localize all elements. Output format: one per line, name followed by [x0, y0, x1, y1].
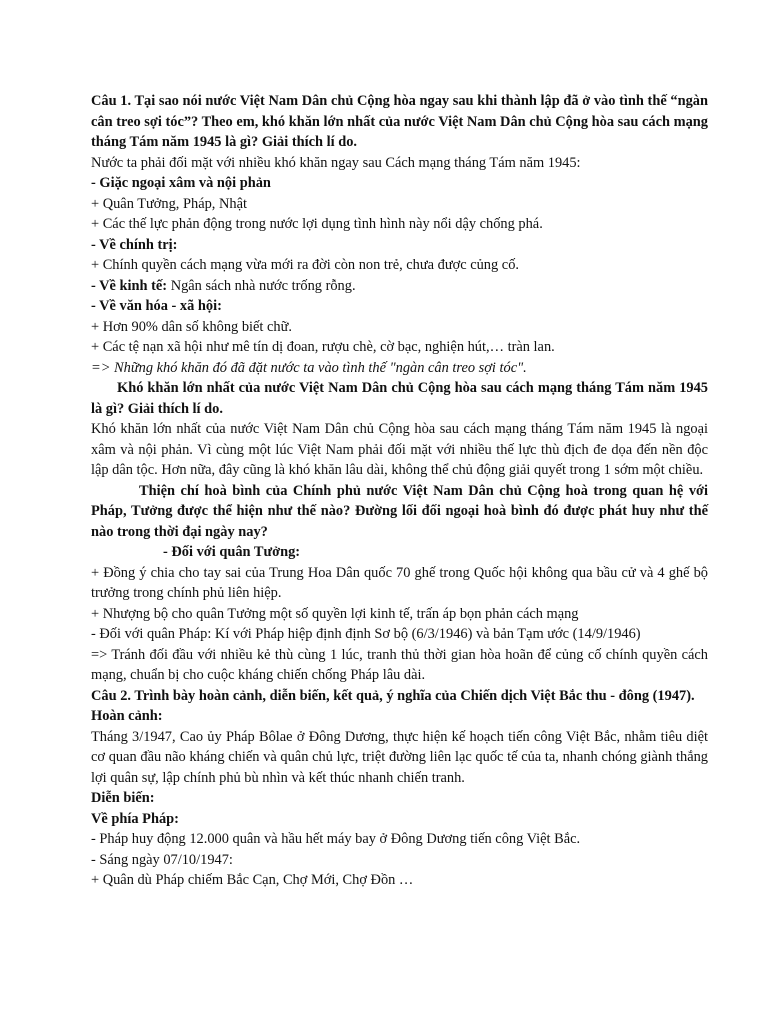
heading-context: Hoàn cảnh:: [91, 708, 163, 724]
phap-item-1: - Đối với quân Pháp: Kí với Pháp hiệp định định Sơ bộ (6/3/1946) và bản Tạm ước (14/9/1946): [91, 626, 641, 642]
invaders-item-1: + Quân Tưởng, Pháp, Nhật: [91, 195, 247, 212]
question-2-title: Câu 2. Trình bày hoàn cảnh, diễn biến, kết quả, ý nghĩa của Chiến dịch Việt Bắc thu - đông (1947).: [91, 687, 695, 704]
culture-item-2: + Các tệ nạn xã hội như mê tín dị đoan, rượu chè, cờ bạc, nghiện hút,… tràn lan.: [91, 339, 555, 355]
tuong-item-2: + Nhượng bộ cho quân Tưởng một số quyền lợi kinh tế, trấn áp bọn phản cách mạng: [91, 605, 579, 622]
question-hardest: Khó khăn lớn nhất của nước Việt Nam Dân chủ Cộng hòa sau cách mạng tháng Tám năm 1945 là gì? Giải thích lí do.: [91, 380, 708, 417]
economy-line: [91, 276, 708, 297]
question-1-title: Câu 1. Tại sao nói nước Việt Nam Dân chủ Cộng hòa ngay sau khi thành lập đã ở vào tình thế “ngàn cân treo sợi tóc”? Theo em, khó khăn lớn nhất của nước Việt Nam Dân chủ Cộng hòa sau cách mạng tháng Tám năm 1945 là gì? Giải thích lí do.: [91, 93, 708, 150]
french-item-1: - Pháp huy động 12.000 quân và hầu hết máy bay ở Đông Dương tiến công Việt Bắc.: [91, 831, 581, 847]
economy-label: - Về kinh tế:: [91, 277, 168, 294]
heading-french-side: Về phía Pháp:: [91, 810, 179, 827]
context-text: Tháng 3/1947, Cao ủy Pháp Bôlae ở Đông Dương, thực hiện kế hoạch tiến công Việt Bắc, nhằm tiêu diệt cơ quan đầu não kháng chiến và quân chủ lực, triệt đường liên lạc quốc tế của ta, nhanh chóng giành thắng lợi quân sự, lập chính phủ bù nhìn và kết thúc nhanh chiến tranh.: [91, 728, 708, 786]
conclusion-text: => Những khó khăn đó đã đặt nước ta vào tình thế "ngàn cân treo sợi tóc".: [91, 359, 527, 376]
heading-events: Diễn biến:: [91, 790, 155, 806]
tuong-item-1: + Đồng ý chia cho tay sai của Trung Hoa Dân quốc 70 ghế trong Quốc hội không qua bầu cử và 4 ghế bộ trưởng trong chính phủ liên hiệp.: [91, 564, 708, 601]
invaders-item-2: + Các thế lực phản động trong nước lợi dụng tình hình này nổi dậy chống phá.: [91, 216, 543, 232]
answer-hardest: Khó khăn lớn nhất của nước Việt Nam Dân chủ Cộng hòa sau cách mạng tháng Tám năm 1945 là ngoại xâm và nội phản. Vì cùng một lúc Việt Nam phải đối mặt với nhiều thế lực thù địch đe dọa đến nền độc lập dân tộc. Hơn nữa, đây cũng là khó khăn lâu dài, không thể chủ động giải quyết trong 1 sớm một chiều.: [91, 421, 708, 478]
french-item-2: - Sáng ngày 07/10/1947:: [91, 851, 233, 868]
phap-item-2: => Tránh đối đầu với nhiều kẻ thù cùng 1 lúc, tranh thủ thời gian hòa hoãn để củng cố chính quyền cách mạng, chuẩn bị cho cuộc kháng chiến chống Pháp lâu dài.: [91, 646, 708, 683]
heading-politics: - Về chính trị:: [91, 236, 178, 253]
culture-item-1: + Hơn 90% dân số không biết chữ.: [91, 318, 292, 335]
heading-invaders: - Giặc ngoại xâm và nội phản: [91, 175, 271, 191]
politics-item-1: + Chính quyền cách mạng vừa mới ra đời còn non trẻ, chưa được củng cố.: [91, 257, 519, 273]
french-item-3: + Quân dù Pháp chiếm Bắc Cạn, Chợ Mới, Chợ Đồn …: [91, 872, 414, 888]
question-peace: Thiện chí hoà bình của Chính phủ nước Việt Nam Dân chủ Cộng hoà trong quan hệ với Pháp, Tưởng được thể hiện như thế nào? Đường lối đối ngoại hoà bình đó được phát huy như thế nào trong thời đại ngày nay?: [91, 482, 708, 540]
economy-text: Ngân sách nhà nước trống rỗng.: [167, 277, 356, 294]
intro-text: Nước ta phải đối mặt với nhiều khó khăn ngay sau Cách mạng tháng Tám năm 1945:: [91, 154, 581, 171]
heading-tuong: - Đối với quân Tưởng:: [163, 544, 301, 560]
heading-culture: - Về văn hóa - xã hội:: [91, 298, 222, 314]
